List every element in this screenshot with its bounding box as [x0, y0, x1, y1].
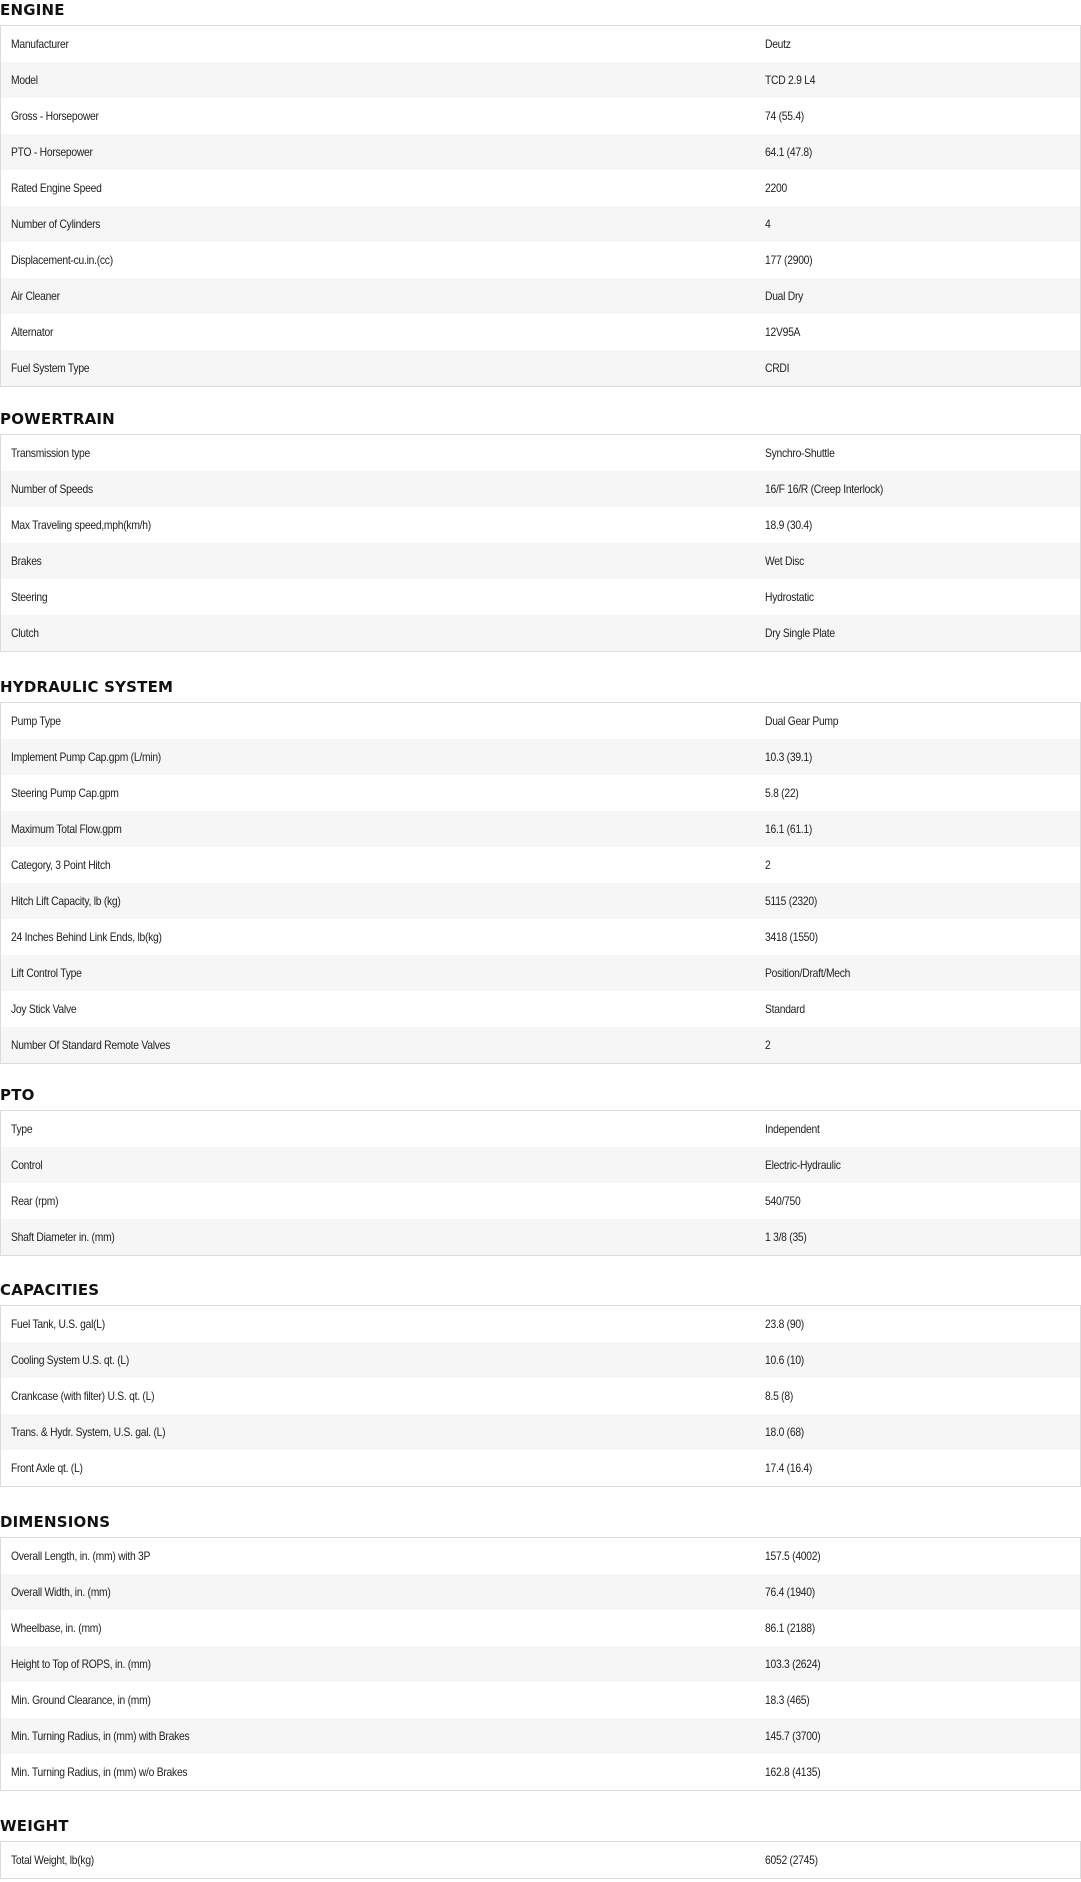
- section-title: CAPACITIES: [0, 1281, 100, 1299]
- spec-label: Air Cleaner: [11, 289, 60, 303]
- section-title: POWERTRAIN: [0, 410, 115, 428]
- table-row: [1, 811, 1080, 847]
- spec-value: 8.5 (8): [765, 1389, 794, 1403]
- table-row: [1, 1027, 1080, 1063]
- spec-label: Front Axle qt. (L): [11, 1461, 83, 1475]
- table-row: [1, 1646, 1080, 1682]
- table-row: [1, 350, 1080, 386]
- spec-value: 2: [765, 1038, 771, 1052]
- table-row: [1, 615, 1080, 651]
- spec-value: 17.4 (16.4): [765, 1461, 813, 1475]
- spec-label: Gross - Horsepower: [11, 109, 99, 123]
- table-row: [1, 1754, 1080, 1790]
- spec-value: Independent: [765, 1122, 820, 1136]
- spec-label: Joy Stick Valve: [11, 1002, 77, 1016]
- spec-value: 18.0 (68): [765, 1425, 804, 1439]
- spec-label: Steering: [11, 590, 48, 604]
- spec-label: Cooling System U.S. qt. (L): [11, 1353, 130, 1367]
- spec-value: 23.8 (90): [765, 1317, 804, 1331]
- section-title: DIMENSIONS: [0, 1513, 111, 1531]
- spec-label: Pump Type: [11, 714, 61, 728]
- table-row: [1, 1682, 1080, 1718]
- spec-value: CRDI: [765, 361, 790, 375]
- table-row: [1, 1342, 1080, 1378]
- spec-label: Category, 3 Point Hitch: [11, 858, 111, 872]
- table-row: [1, 955, 1080, 991]
- section-title: PTO: [0, 1086, 35, 1104]
- spec-label: 24 Inches Behind Link Ends, lb(kg): [11, 930, 162, 944]
- spec-label: Transmission type: [11, 446, 90, 460]
- spec-label: Brakes: [11, 554, 42, 568]
- spec-label: Alternator: [11, 325, 54, 339]
- spec-value: Hydrostatic: [765, 590, 814, 604]
- table-row: [1, 919, 1080, 955]
- spec-value: 540/750: [765, 1194, 801, 1208]
- table-row: [1, 1219, 1080, 1255]
- section-title: ENGINE: [0, 1, 65, 19]
- spec-label: Overall Width, in. (mm): [11, 1585, 111, 1599]
- spec-label: Model: [11, 73, 38, 87]
- table-row: [1, 134, 1080, 170]
- table-row: [1, 1842, 1080, 1878]
- table-row: [1, 543, 1080, 579]
- table-row: [1, 1378, 1080, 1414]
- spec-label: Type: [11, 1122, 33, 1136]
- spec-value: 5.8 (22): [765, 786, 799, 800]
- spec-label: Height to Top of ROPS, in. (mm): [11, 1657, 151, 1671]
- spec-value: 5115 (2320): [765, 894, 818, 908]
- table-row: [1, 1610, 1080, 1646]
- spec-value: 2: [765, 858, 771, 872]
- spec-label: Clutch: [11, 626, 39, 640]
- spec-label: Crankcase (with filter) U.S. qt. (L): [11, 1389, 155, 1403]
- table-row: [1, 883, 1080, 919]
- spec-label: Shaft Diameter in. (mm): [11, 1230, 115, 1244]
- spec-value: 74 (55.4): [765, 109, 804, 123]
- table-row: [1, 98, 1080, 134]
- spec-value: 157.5 (4002): [765, 1549, 821, 1563]
- table-row: [1, 1306, 1080, 1342]
- spec-label: Number Of Standard Remote Valves: [11, 1038, 171, 1052]
- spec-label: Overall Length, in. (mm) with 3P: [11, 1549, 151, 1563]
- spec-table: [0, 1841, 1081, 1879]
- table-row: [1, 1574, 1080, 1610]
- table-row: [1, 579, 1080, 615]
- spec-label: Wheelbase, in. (mm): [11, 1621, 102, 1635]
- table-row: [1, 1414, 1080, 1450]
- table-row: [1, 62, 1080, 98]
- spec-label: Max Traveling speed,mph(km/h): [11, 518, 151, 532]
- spec-value: 64.1 (47.8): [765, 145, 813, 159]
- spec-label: Min. Turning Radius, in (mm) with Brakes: [11, 1729, 190, 1743]
- section-title: HYDRAULIC SYSTEM: [0, 678, 174, 696]
- spec-value: 1 3/8 (35): [765, 1230, 807, 1244]
- spec-table: [0, 25, 1081, 387]
- spec-label: Steering Pump Cap.gpm: [11, 786, 119, 800]
- spec-label: Hitch Lift Capacity, lb (kg): [11, 894, 121, 908]
- spec-value: Dual Gear Pump: [765, 714, 839, 728]
- spec-value: 4: [765, 217, 771, 231]
- spec-value: 103.3 (2624): [765, 1657, 821, 1671]
- spec-table: [0, 702, 1081, 1064]
- spec-label: Min. Turning Radius, in (mm) w/o Brakes: [11, 1765, 188, 1779]
- table-row: [1, 242, 1080, 278]
- table-row: [1, 206, 1080, 242]
- spec-value: 145.7 (3700): [765, 1729, 821, 1743]
- table-row: [1, 1538, 1080, 1574]
- spec-label: Number of Speeds: [11, 482, 93, 496]
- spec-label: Min. Ground Clearance, in (mm): [11, 1693, 151, 1707]
- spec-value: Deutz: [765, 37, 791, 51]
- table-row: [1, 507, 1080, 543]
- table-row: [1, 739, 1080, 775]
- table-row: [1, 991, 1080, 1027]
- table-row: [1, 435, 1080, 471]
- spec-value: Dual Dry: [765, 289, 804, 303]
- spec-table: [0, 1537, 1081, 1791]
- spec-value: 2200: [765, 181, 787, 195]
- table-row: [1, 26, 1080, 62]
- spec-value: 16/F 16/R (Creep Interlock): [765, 482, 884, 496]
- spec-value: 6052 (2745): [765, 1853, 818, 1867]
- spec-label: Implement Pump Cap.gpm (L/min): [11, 750, 161, 764]
- spec-value: TCD 2.9 L4: [765, 73, 816, 87]
- spec-value: 10.3 (39.1): [765, 750, 813, 764]
- spec-value: 12V95A: [765, 325, 801, 339]
- table-row: [1, 1450, 1080, 1486]
- spec-value: Wet Disc: [765, 554, 805, 568]
- spec-label: Fuel Tank, U.S. gal(L): [11, 1317, 105, 1331]
- spec-label: Control: [11, 1158, 43, 1172]
- spec-label: Displacement-cu.in.(cc): [11, 253, 113, 267]
- table-row: [1, 775, 1080, 811]
- table-row: [1, 703, 1080, 739]
- spec-value: 18.3 (465): [765, 1693, 810, 1707]
- spec-table: [0, 1305, 1081, 1487]
- spec-value: 3418 (1550): [765, 930, 818, 944]
- spec-value: 86.1 (2188): [765, 1621, 815, 1635]
- table-row: [1, 314, 1080, 350]
- table-row: [1, 847, 1080, 883]
- table-row: [1, 1111, 1080, 1147]
- spec-value: 162.8 (4135): [765, 1765, 821, 1779]
- spec-label: Fuel System Type: [11, 361, 90, 375]
- table-row: [1, 1718, 1080, 1754]
- table-row: [1, 1147, 1080, 1183]
- spec-label: Trans. & Hydr. System, U.S. gal. (L): [11, 1425, 166, 1439]
- spec-label: Lift Control Type: [11, 966, 82, 980]
- spec-label: Rear (rpm): [11, 1194, 59, 1208]
- spec-label: Total Weight, lb(kg): [11, 1853, 94, 1867]
- spec-value: Electric-Hydraulic: [765, 1158, 841, 1172]
- table-row: [1, 278, 1080, 314]
- table-row: [1, 1183, 1080, 1219]
- spec-value: Synchro-Shuttle: [765, 446, 835, 460]
- section-title: WEIGHT: [0, 1817, 69, 1835]
- spec-value: Position/Draft/Mech: [765, 966, 851, 980]
- spec-value: Dry Single Plate: [765, 626, 835, 640]
- spec-value: 10.6 (10): [765, 1353, 804, 1367]
- spec-value: 76.4 (1940): [765, 1585, 815, 1599]
- spec-label: Manufacturer: [11, 37, 69, 51]
- spec-value: 177 (2900): [765, 253, 813, 267]
- spec-label: Rated Engine Speed: [11, 181, 102, 195]
- spec-value: Standard: [765, 1002, 805, 1016]
- spec-label: Number of Cylinders: [11, 217, 101, 231]
- table-row: [1, 471, 1080, 507]
- spec-table: [0, 1110, 1081, 1256]
- spec-label: Maximum Total Flow.gpm: [11, 822, 122, 836]
- spec-table: [0, 434, 1081, 652]
- spec-value: 16.1 (61.1): [765, 822, 813, 836]
- spec-value: 18.9 (30.4): [765, 518, 813, 532]
- spec-label: PTO - Horsepower: [11, 145, 93, 159]
- table-row: [1, 170, 1080, 206]
